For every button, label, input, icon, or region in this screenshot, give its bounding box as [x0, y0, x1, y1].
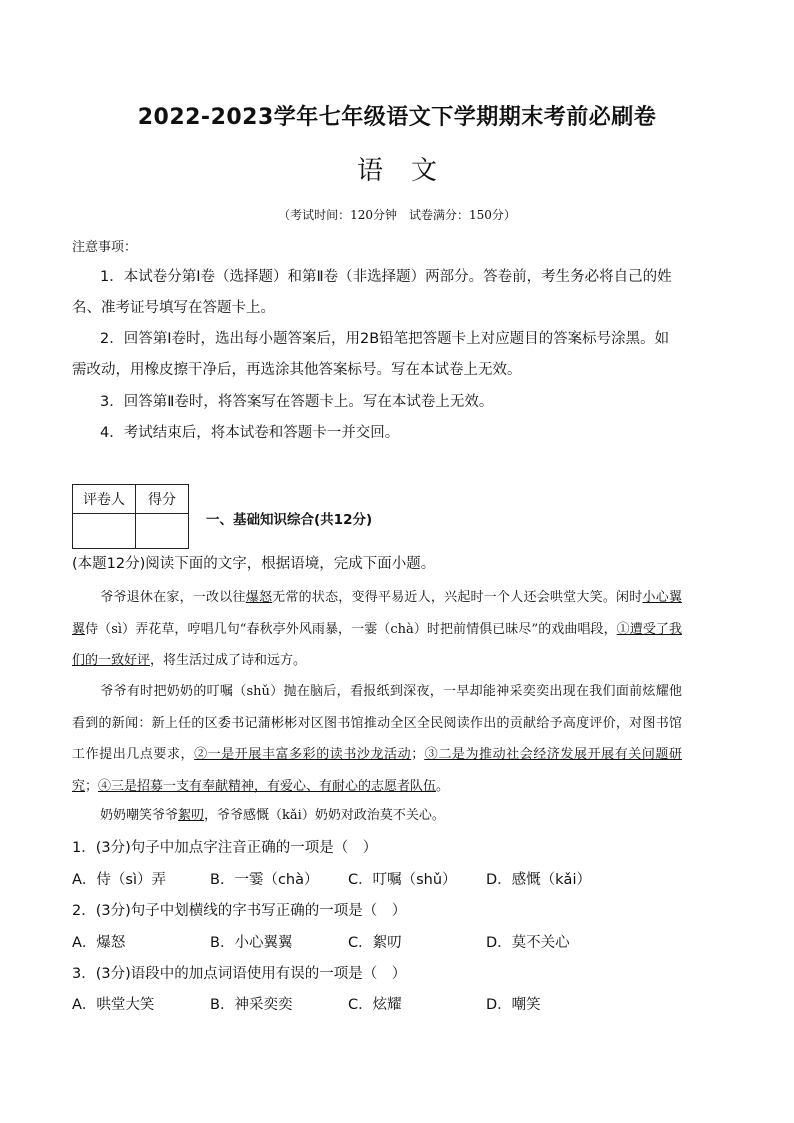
note-item-4 — [72, 418, 682, 449]
underlined-word: 小心翼翼 — [72, 590, 682, 637]
underlined-sentence-1: ①遭受了我们的一致好评 — [72, 621, 682, 668]
section-intro: (本题12分)阅读下面的文字，根据语境，完成下面小题。 — [72, 556, 436, 572]
passage-text: ； — [85, 778, 99, 794]
passage-text: 爷爷有时把奶奶的叮嘱（shǔ）抛在脑后，看报纸到深夜，一早却能神采奕奕出现在我们面前炫耀他看到的新闻：新上任的区委书记蒲彬彬对区图书馆推动全区全民阅读作出的贡献给予高度评价，对图书馆工作提出几点要求， — [72, 684, 682, 762]
grader-cell[interactable] — [73, 514, 136, 549]
question-1-option-b[interactable]: B．一霎（chà） — [210, 872, 319, 888]
passage-text: 侍（sì）弄花草，哼唱几句“春秋亭外风雨暴，一霎（chà）时把前情俱已昧尽”的戏曲唱段， — [85, 621, 617, 637]
underlined-sentence-4: ④三是招募一支有奉献精神，有爱心、有耐心的志愿者队伍 — [98, 778, 437, 794]
passage-text: 。 — [436, 778, 450, 794]
section-title: 一、基础知识综合(共12分) — [206, 512, 373, 528]
question-2-option-d[interactable]: D．莫不关心 — [486, 935, 570, 951]
note-text: 4．考试结束后，将本试卷和答题卡一并交回。 — [100, 425, 400, 441]
question-3-option-a[interactable]: A．哄堂大笑 — [72, 997, 155, 1013]
passage-text: 无常的状态，变得平易近人，兴起时一个人还会哄堂大笑。闲时 — [272, 590, 643, 605]
underlined-word: 爆怒 — [245, 590, 273, 605]
question-1-stem: 1．(3分)句子中加点字注音正确的一项是（ ） — [72, 840, 378, 856]
question-2-option-b[interactable]: B．小心翼翼 — [210, 935, 293, 951]
exam-info: （考试时间：120分钟 试卷满分：150分） — [278, 208, 516, 222]
passage-text: ，爷爷感慨（kǎi）奶奶对政治莫不关心。 — [204, 808, 445, 823]
note-item-2 — [72, 324, 682, 386]
passage-paragraph-2 — [72, 676, 682, 802]
note-text: 2．回答第Ⅰ卷时，选出每小题答案后，用2B铅笔把答题卡上对应题目的答案标号涂黑。如需改动，用橡皮擦干净后，再选涂其他答案标号。写在本试卷上无效。 — [72, 331, 670, 378]
note-text: 1．本试卷分第Ⅰ卷（选择题）和第Ⅱ卷（非选择题）两部分。答卷前，考生务必将自己的姓名、准考证号填写在答题卡上。 — [72, 269, 672, 316]
passage-text: ，将生活过成了诗和远方。 — [150, 653, 307, 668]
question-3-option-d[interactable]: D．嘲笑 — [486, 997, 541, 1013]
question-1-option-a[interactable]: A．侍（sì）弄 — [72, 872, 167, 888]
question-2-stem: 2．(3分)句子中划横线的字书写正确的一项是（ ） — [72, 903, 407, 919]
question-3-stem: 3．(3分)语段中的加点词语使用有误的一项是（ ） — [72, 966, 407, 982]
subject-title: 语文 — [356, 156, 465, 186]
passage-text: 奶奶嘲笑爷爷 — [100, 808, 179, 823]
underlined-sentence-2: ②一是开展丰富多彩的读书沙龙活动 — [194, 747, 412, 762]
passage-text: ； — [411, 747, 425, 762]
passage-paragraph-1 — [72, 582, 682, 677]
underlined-sentence-3: ③二是为推动社会经济发展开展有关问题研究 — [72, 747, 682, 794]
underlined-word: 絮叨 — [178, 808, 205, 823]
passage-text: 爷爷退休在家，一改以往 — [100, 590, 246, 605]
exam-title: 2022-2023学年七年级语文下学期期末考前必刷卷 — [137, 105, 657, 130]
score-table — [72, 484, 189, 549]
grader-header: 评卷人 — [73, 485, 136, 514]
note-text: 3．回答第Ⅱ卷时，将答案写在答题卡上。写在本试卷上无效。 — [100, 394, 494, 410]
question-2-option-c[interactable]: C．絮叨 — [348, 935, 402, 951]
question-1-option-c[interactable]: C．叮嘱（shǔ） — [348, 872, 457, 888]
question-3-option-c[interactable]: C．炫耀 — [348, 997, 402, 1013]
note-item-3 — [72, 387, 682, 418]
passage-paragraph-3 — [72, 800, 682, 832]
score-header: 得分 — [136, 485, 189, 514]
score-cell[interactable] — [136, 514, 189, 549]
question-1-option-d[interactable]: D．感慨（kǎi） — [486, 872, 591, 888]
note-item-1 — [72, 262, 682, 324]
question-2-option-a[interactable]: A．爆怒 — [72, 935, 126, 951]
question-3-option-b[interactable]: B．神采奕奕 — [210, 997, 293, 1013]
notes-heading: 注意事项： — [72, 240, 138, 255]
